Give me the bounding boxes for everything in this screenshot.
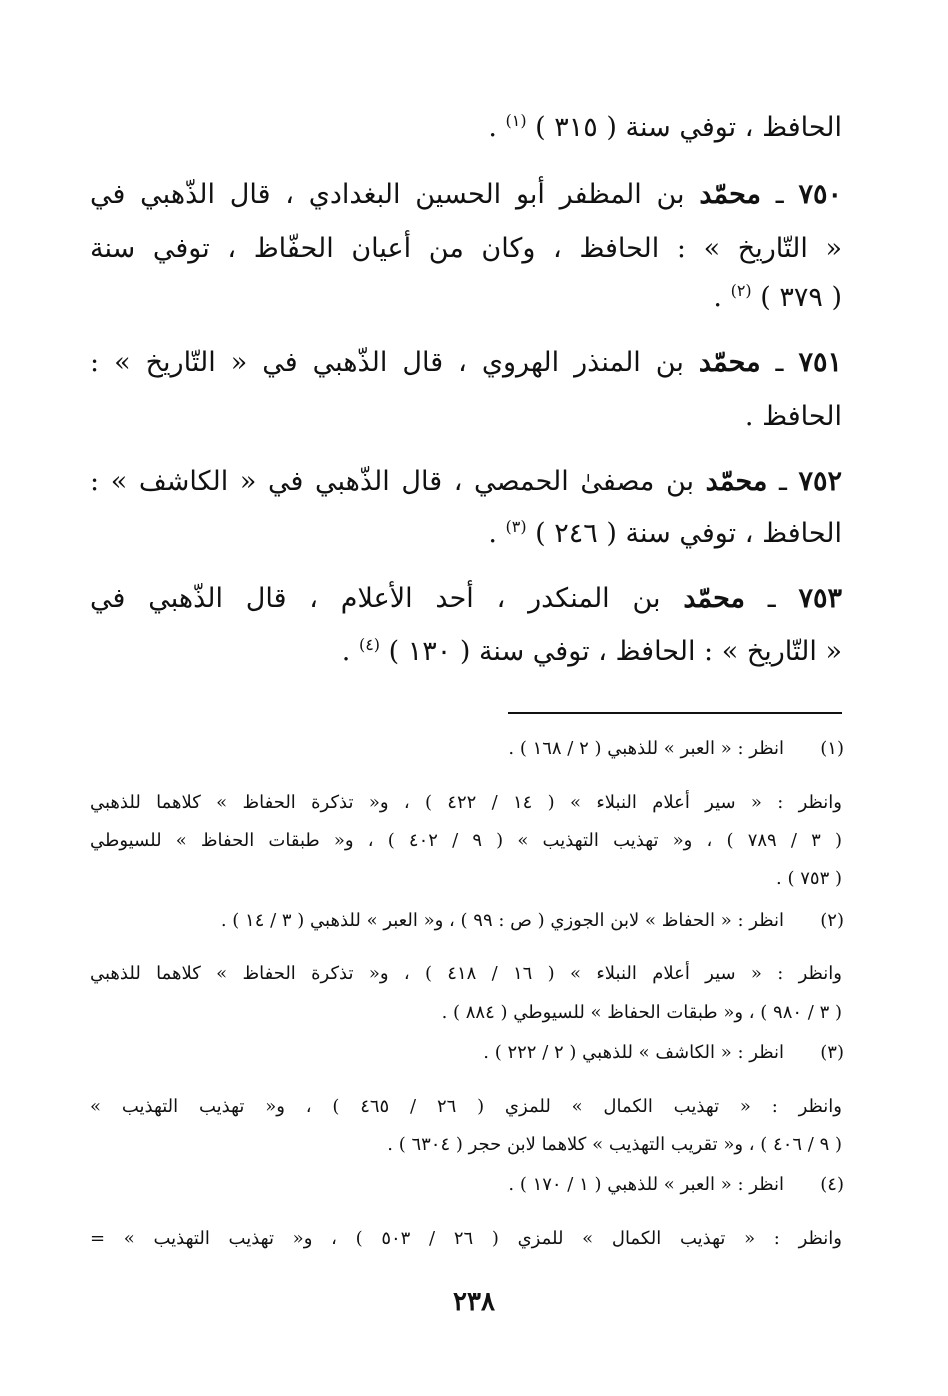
entry-text: بن المنكدر ، أحد الأعلام ، قال الذّهبي في: [90, 583, 684, 614]
entry-number: ٧٥٠: [798, 179, 842, 210]
footnote-4-number: (٤): [820, 1174, 844, 1195]
footnote-3-line-3: ( ٩ / ٤٠٦ ) ، و« تقريب التهذيب » كلاهما لابن حجر ( ٦٣٠٤ ) .: [387, 1134, 842, 1155]
footnote-4-line-2: وانظر : « تهذيب الكمال » للمزي ( ٢٦ / ٥٠٣ ) ، و« تهذيب التهذيب » =: [90, 1228, 842, 1249]
footnote-1-number: (١): [820, 738, 844, 759]
entry-text: بن المنذر الهروي ، قال الذّهبي في « التّاريخ » :: [90, 347, 699, 378]
entry-name: محمّد: [683, 583, 746, 614]
entry-name: محمّد: [698, 347, 761, 378]
footnote-ref-4: (٤): [358, 635, 381, 654]
entry-753-line-1: [90, 572, 842, 626]
footnote-3-number: (٣): [820, 1042, 844, 1063]
footnote-1-line-2: وانظر : « سير أعلام النبلاء » ( ١٤ / ٤٢٢ ) ، و« تذكرة الحفاظ » كلاهما للذهبي: [90, 792, 842, 813]
entry-dash: ـ: [767, 466, 799, 497]
entry-number: ٧٥٢: [798, 466, 842, 497]
entry-text: ( ٣٧٩ ): [751, 282, 842, 313]
continuation-end: .: [488, 112, 506, 143]
footnote-2-number: (٢): [820, 910, 844, 931]
footnote-2-line-3: ( ٣ / ٩٨٠ ) ، و« طبقات الحفاظ » للسيوطي ( ٨٨٤ ) .: [441, 1002, 842, 1023]
footnote-2-line-1: انظر : « الحفاظ » لابن الجوزي ( ص : ٩٩ ) ، و« العبر » للذهبي ( ٣ / ١٤ ) .: [220, 910, 784, 931]
continuation-line: [90, 101, 842, 155]
page-number: ٢٣٨: [453, 1287, 495, 1317]
entry-end: .: [713, 282, 731, 313]
entry-text: بن المظفر أبو الحسين البغدادي ، قال الذّهبي في: [90, 179, 700, 210]
entry-750-line-1: [90, 168, 842, 222]
entry-753-line-2: [90, 625, 842, 679]
entry-text: « التّاريخ » : الحافظ ، توفي سنة ( ١٣٠ ): [380, 636, 842, 667]
entry-dash: ـ: [761, 179, 799, 210]
footnote-separator: [508, 712, 842, 714]
footnote-3-line-1: انظر : « الكاشف » للذهبي ( ٢ / ٢٢٢ ) .: [483, 1042, 784, 1063]
entry-end: .: [488, 518, 506, 549]
footnote-ref-1: (١): [505, 111, 527, 130]
entry-750-line-2: « التّاريخ » : الحافظ ، وكان من أعيان الحفّاظ ، توفي سنة: [90, 233, 842, 264]
footnote-2-line-2: وانظر : « سير أعلام النبلاء » ( ١٦ / ٤١٨ ) ، و« تذكرة الحفاظ » كلاهما للذهبي: [90, 963, 842, 984]
footnote-1-line-1: انظر : « العبر » للذهبي ( ٢ / ١٦٨ ) .: [508, 738, 784, 759]
footnote-ref-3: (٣): [505, 517, 527, 536]
entry-750-line-3: [90, 271, 842, 325]
entry-752-line-2: [90, 507, 842, 561]
entry-dash: ـ: [745, 583, 799, 614]
continuation-text: الحافظ ، توفي سنة ( ٣١٥ ): [526, 112, 842, 143]
entry-751-line-2: الحافظ .: [744, 401, 842, 432]
entry-number: ٧٥٣: [798, 583, 843, 614]
entry-751-line-1: [90, 336, 842, 390]
footnote-ref-2: (٢): [730, 281, 752, 300]
entry-name: محمّد: [705, 466, 768, 497]
footnote-3-line-2: وانظر : « تهذيب الكمال » للمزي ( ٢٦ / ٤٦٥ ) ، و« تهذيب التهذيب »: [90, 1096, 842, 1117]
entry-name: محمّد: [699, 179, 762, 210]
entry-752-line-1: [90, 455, 842, 509]
entry-end: .: [341, 636, 359, 667]
entry-dash: ـ: [760, 347, 799, 378]
footnote-4-line-1: انظر : « العبر » للذهبي ( ١ / ١٧٠ ) .: [508, 1174, 784, 1195]
entry-text: بن مصفىٰ الحمصي ، قال الذّهبي في « الكاشف » :: [90, 466, 706, 497]
footnote-1-line-4: ( ٧٥٣ ) .: [776, 868, 842, 889]
entry-text: الحافظ ، توفي سنة ( ٢٤٦ ): [526, 518, 842, 549]
footnote-1-line-3: ( ٣ / ٧٨٩ ) ، و« تهذيب التهذيب » ( ٩ / ٤٠٢ ) ، و« طبقات الحفاظ » للسيوطي: [90, 830, 843, 851]
entry-number: ٧٥١: [798, 347, 842, 378]
